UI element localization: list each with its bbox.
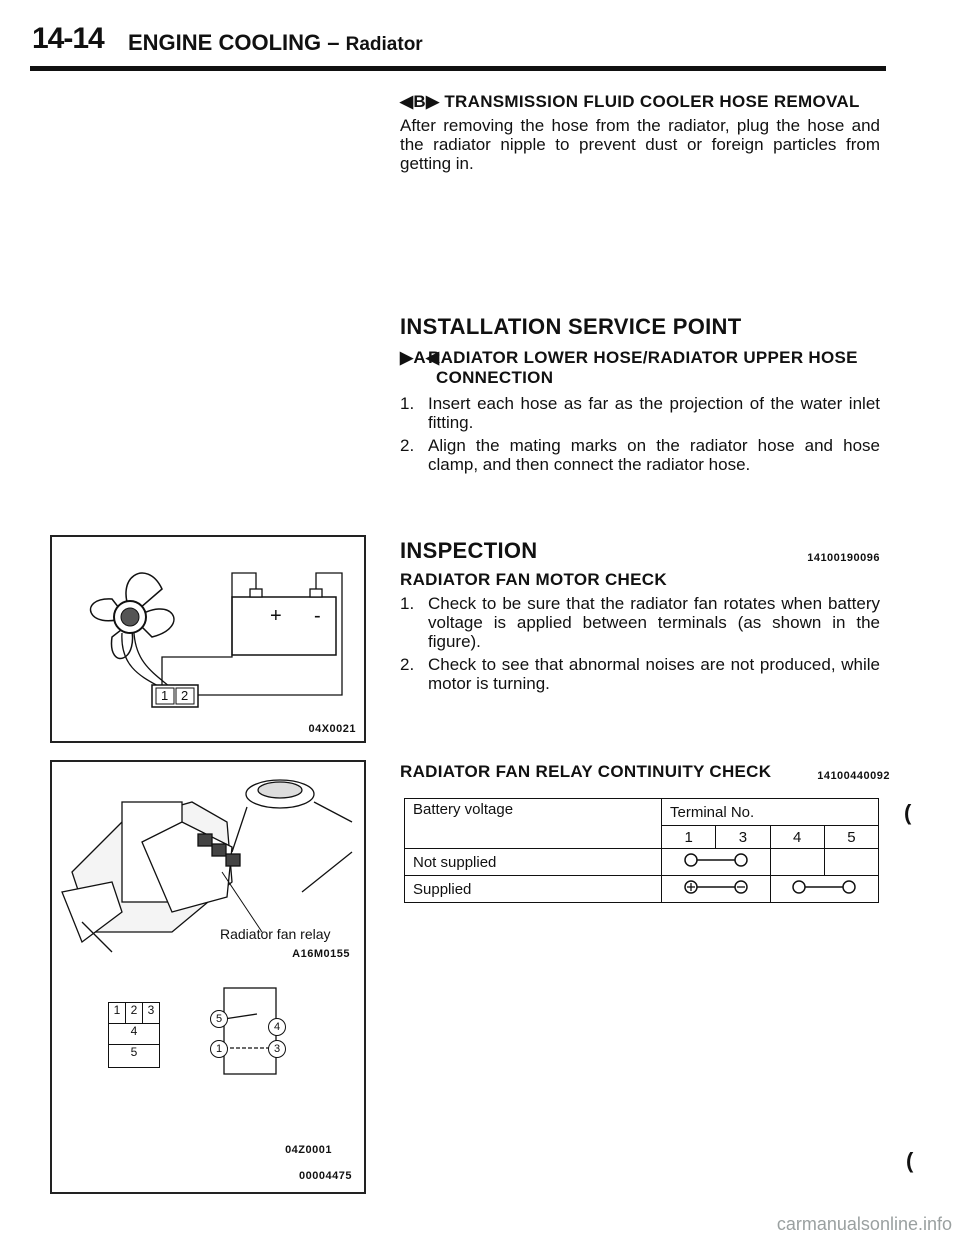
schematic-pin-4: 4 bbox=[268, 1018, 286, 1036]
connector-pin-4: 4 bbox=[109, 1024, 159, 1045]
inspection-heading: INSPECTION bbox=[400, 538, 538, 563]
terminal-3: 3 bbox=[716, 826, 770, 849]
removal-section bbox=[400, 92, 880, 173]
inspection-code: 14100190096 bbox=[807, 552, 880, 564]
page-number: 14-14 bbox=[32, 22, 104, 55]
step-number: 1. bbox=[400, 394, 415, 413]
connector-pin-3: 3 bbox=[147, 1003, 155, 1017]
connector-pin-2: 2 bbox=[181, 688, 189, 703]
installation-subheading bbox=[400, 348, 880, 388]
power-1-3-cell bbox=[662, 876, 771, 903]
title-separator: – bbox=[327, 30, 340, 55]
schematic-pin-5: 5 bbox=[210, 1010, 228, 1028]
row-label-supplied: Supplied bbox=[405, 876, 662, 903]
section-title: ENGINE COOLING bbox=[128, 30, 322, 55]
step-text: Align the mating marks on the radiator hose and hose clamp, and then connect the radiator hose. bbox=[428, 436, 880, 474]
connector-pin-1: 1 bbox=[109, 1003, 126, 1023]
removal-heading bbox=[400, 92, 880, 112]
continuity-table bbox=[404, 798, 879, 903]
fan-motor-diagram-icon bbox=[52, 537, 364, 741]
step-number: 2. bbox=[400, 436, 415, 455]
removal-heading-text: TRANSMISSION FLUID COOLER HOSE REMOVAL bbox=[444, 92, 860, 111]
figure-code: 04X0021 bbox=[308, 723, 356, 735]
relay-schematic-icon bbox=[202, 984, 302, 1084]
installation-subheading-line2: CONNECTION bbox=[436, 368, 554, 387]
step-text: Check to see that abnormal noises are not produced, while motor is turning. bbox=[428, 655, 880, 693]
step-text: Check to be sure that the radiator fan rotates when battery voltage is applied between terminals (as shown in the figure). bbox=[428, 594, 880, 651]
step-text: Insert each hose as far as the projection of the water inlet fitting. bbox=[428, 394, 880, 432]
relay-heading-row bbox=[400, 762, 890, 782]
installation-steps bbox=[400, 394, 880, 474]
continuity-symbol-icon bbox=[774, 876, 874, 898]
list-item bbox=[400, 655, 880, 693]
footer-url: carmanualsonline.info bbox=[776, 1214, 952, 1234]
connector-pin-5: 5 bbox=[130, 1045, 138, 1059]
removal-body: After removing the hose from the radiator, plug the hose and the radiator nipple to prevent dust or foreign particles from getting in. bbox=[400, 116, 880, 173]
table-row bbox=[405, 876, 879, 903]
schematic-pin-1: 1 bbox=[210, 1040, 228, 1058]
col-header-battery: Battery voltage bbox=[405, 799, 662, 849]
empty-cell bbox=[824, 849, 878, 876]
continuity-4-5-cell bbox=[770, 876, 879, 903]
installation-heading: INSTALLATION SERVICE POINT bbox=[400, 314, 742, 339]
terminal-1: 1 bbox=[662, 826, 716, 849]
relay-figure-code-top: A16M0155 bbox=[292, 948, 350, 960]
table-row bbox=[405, 799, 879, 826]
battery-minus-label: - bbox=[314, 605, 321, 627]
installation-section bbox=[400, 314, 880, 478]
section-subtitle: Radiator bbox=[345, 34, 423, 55]
removal-marker: ◀B▶ bbox=[400, 92, 440, 111]
page-title bbox=[128, 30, 423, 56]
list-item bbox=[400, 436, 880, 474]
list-item bbox=[400, 394, 880, 432]
relay-figure-code-mid: 04Z0001 bbox=[285, 1144, 332, 1156]
installation-marker: ▶A◀ bbox=[400, 348, 440, 367]
relay-label: Radiator fan relay bbox=[220, 926, 331, 942]
step-number: 1. bbox=[400, 594, 415, 613]
relay-code: 14100440092 bbox=[817, 770, 890, 782]
continuity-1-3-cell bbox=[662, 849, 771, 876]
schematic-pin-3: 3 bbox=[268, 1040, 286, 1058]
inspection-heading-row bbox=[400, 538, 880, 564]
margin-mark: ( bbox=[904, 800, 912, 825]
relay-figure bbox=[50, 760, 366, 1194]
list-item bbox=[400, 594, 880, 651]
connector-pin-1: 1 bbox=[161, 688, 169, 703]
margin-mark: ( bbox=[906, 1148, 914, 1173]
header-rule bbox=[30, 66, 886, 71]
terminal-4: 4 bbox=[770, 826, 824, 849]
relay-figure-code-bottom: 00004475 bbox=[299, 1170, 352, 1182]
installation-subheading-line1: RADIATOR LOWER HOSE/RADIATOR UPPER HOSE bbox=[428, 348, 858, 367]
table-row bbox=[405, 849, 879, 876]
terminal-5: 5 bbox=[824, 826, 878, 849]
row-label-not-supplied: Not supplied bbox=[405, 849, 662, 876]
relay-heading: RADIATOR FAN RELAY CONTINUITY CHECK bbox=[400, 762, 772, 781]
connector-pin-2: 2 bbox=[126, 1003, 143, 1023]
step-number: 2. bbox=[400, 655, 415, 674]
battery-plus-label: + bbox=[270, 605, 282, 627]
col-header-terminal: Terminal No. bbox=[662, 799, 879, 826]
fan-motor-figure bbox=[50, 535, 366, 743]
fan-motor-heading: RADIATOR FAN MOTOR CHECK bbox=[400, 570, 667, 589]
inspection-section bbox=[400, 538, 880, 697]
empty-cell bbox=[770, 849, 824, 876]
fan-motor-steps bbox=[400, 594, 880, 693]
continuity-symbol-icon bbox=[666, 849, 766, 871]
plus-minus-symbol-icon bbox=[666, 876, 766, 898]
continuity-table-wrap bbox=[404, 798, 879, 903]
relay-connector bbox=[108, 1002, 160, 1068]
